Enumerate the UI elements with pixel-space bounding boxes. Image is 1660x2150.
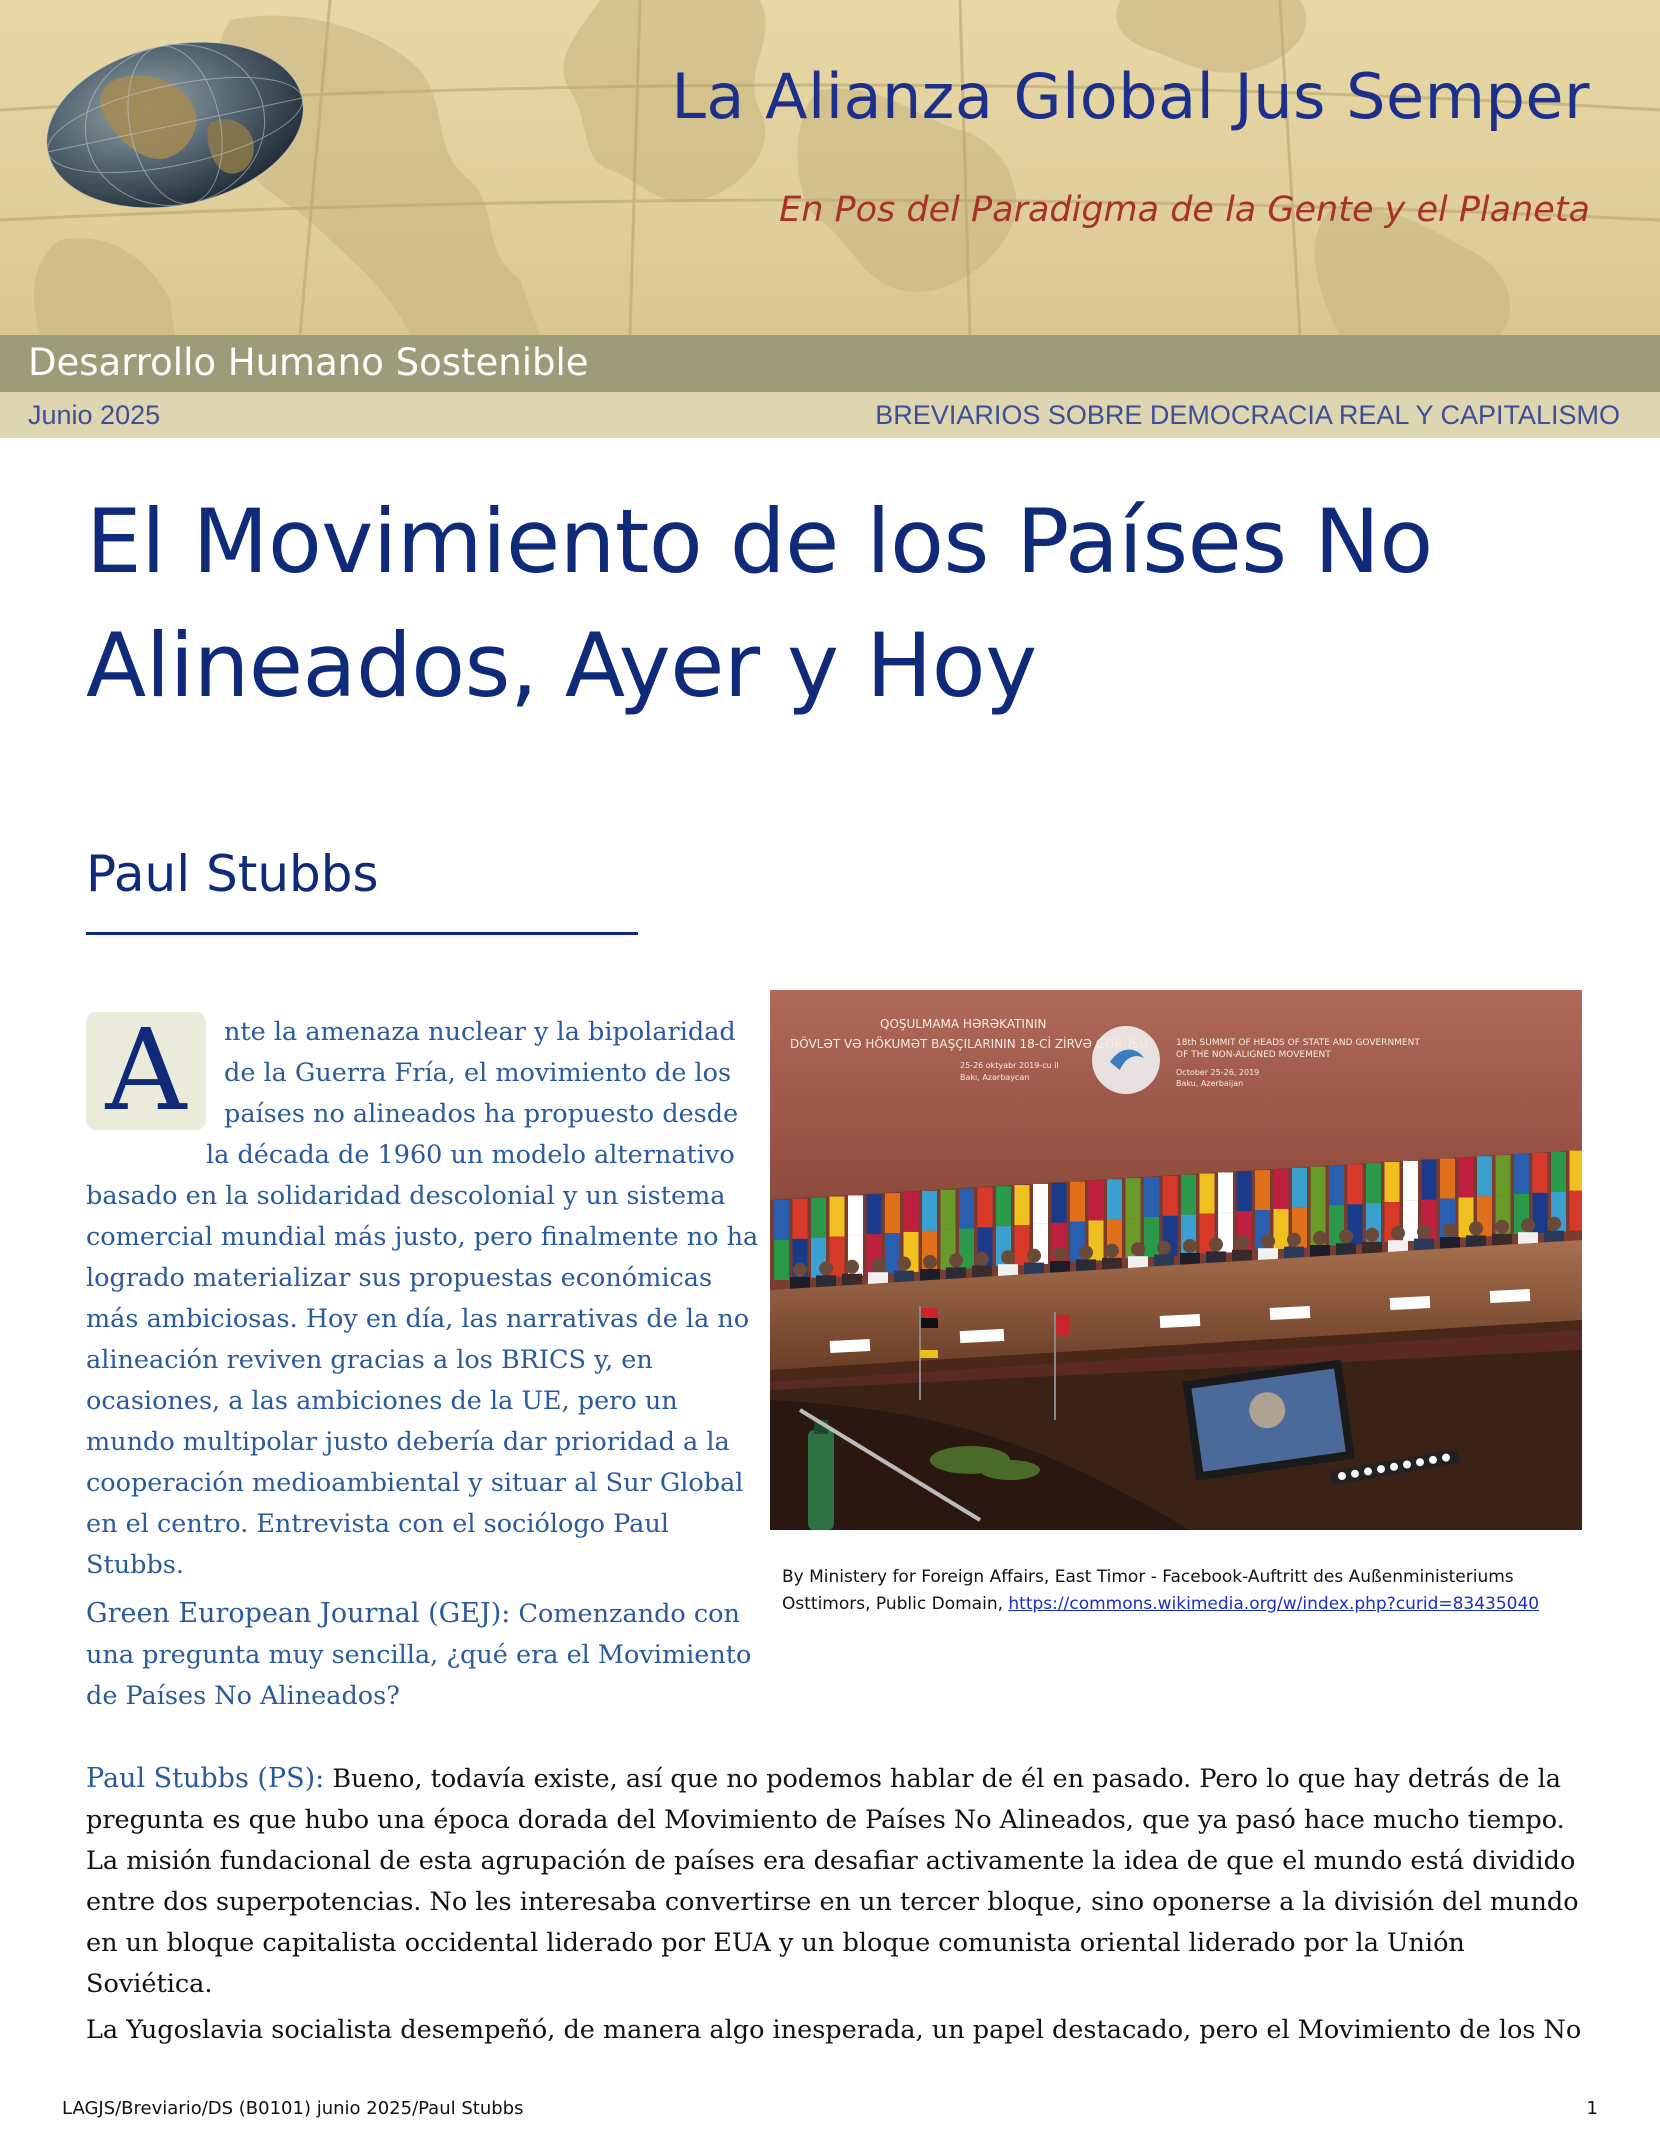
photo-light <box>1338 1472 1346 1480</box>
meta-bar <box>0 392 1660 438</box>
footer-reference: LAGJS/Breviario/DS (B0101) junio 2025/Paul Stubbs <box>62 2098 524 2119</box>
question-text: Comenzando con una pregunta muy sencilla, ¿qué era el Movimiento de Países No Alineados? <box>86 1599 752 1711</box>
banner-left-line2: DÖVLƏT VƏ HÖKUMƏT BAŞÇILARININ 18-Cİ ZİRVƏ GÖRÜŞÜ <box>790 1037 1149 1051</box>
article-author: Paul Stubbs <box>86 845 379 903</box>
photo-light <box>1390 1463 1398 1471</box>
answer-speaker: Paul Stubbs (PS): <box>86 1763 325 1794</box>
banner-right-line3: October 25-26, 2019 <box>1176 1068 1260 1077</box>
photo-flag <box>1570 1151 1583 1231</box>
page-number: 1 <box>1586 2098 1598 2119</box>
banner-left-line4: Bakı, Azərbaycan <box>960 1073 1030 1082</box>
summit-photo-illustration <box>770 990 1582 1530</box>
header-banner <box>0 0 1660 335</box>
series-name: BREVIARIOS SOBRE DEMOCRACIA REAL Y CAPITALISMO <box>875 400 1620 430</box>
article-title: El Movimiento de los Países No Alineados, Ayer y Hoy <box>86 490 1433 717</box>
site-subtitle: En Pos del Paradigma de la Gente y el Planeta <box>779 190 1590 230</box>
banner-left-line3: 25-26 oktyabr 2019-cu il <box>960 1061 1059 1070</box>
section-label: Desarrollo Humano Sostenible <box>28 341 589 384</box>
world-map-graphic <box>0 0 1660 335</box>
banner-left-line1: QOŞULMAMA HƏRƏKATININ <box>880 1017 1047 1031</box>
caption-text: By Ministery for Foreign Affairs, East Timor - Facebook-Auftritt des Außenministeriums Osttimors, Public Domain, <box>782 1567 1514 1614</box>
photo-light <box>1429 1456 1437 1464</box>
answer-text: Bueno, todavía existe, así que no podemos hablar de él en pasado. Pero lo que hay detrás de la pregunta es que hubo una época dorada del Movimiento de Países No Alineados, que ya pasó hace mucho tiempo. La misión fundacional de esta agrupación de países era desafiar activamente la idea de que el mundo está dividido entre dos superpotencias. No les interesaba convertirse en un tercer bloque, sino oponerse a la división del mundo en un bloque capitalista occidental liderado por EUA y un bloque comunista oriental liderado por la Unión Soviética. <box>86 1764 1579 1999</box>
photo-light <box>1351 1470 1359 1478</box>
photo-light <box>1416 1458 1424 1466</box>
site-title: La Alianza Global Jus Semper <box>671 60 1590 133</box>
photo-flag <box>774 1200 789 1280</box>
lead-text: nte la amenaza nuclear y la bipolaridad de la Guerra Fría, el movimiento de los países no alineados ha propuesto desde la década de 1960 un modelo alternativo basado en la solidaridad descolonial y un sistema comercial mundial más justo, pero finalmente no ha logrado materializar sus propuestas económicas más ambiciosas. Hoy en día, las narrativas de la no alineación reviven gracias a los BRICS y, en ocasiones, a las ambiciones de la UE, pero un mundo multipolar justo debería dar prioridad a la cooperación medioambiental y situar al Sur Global en el centro. Entrevista con el sociólogo Paul Stubbs. <box>86 1017 759 1580</box>
issue-date: Junio 2025 <box>28 400 161 430</box>
photo-flag <box>1403 1161 1418 1241</box>
photo-flag <box>1144 1177 1159 1257</box>
caption-link[interactable]: https://commons.wikimedia.org/w/index.php?curid=83435040 <box>1008 1594 1540 1614</box>
photo-light <box>1403 1461 1411 1469</box>
interview-question <box>86 1593 766 1717</box>
question-speaker: Green European Journal (GEJ): <box>86 1598 511 1629</box>
photo-light <box>1377 1465 1385 1473</box>
banner-right-line2: OF THE NON-ALIGNED MOVEMENT <box>1176 1050 1331 1060</box>
photo-flag <box>1533 1153 1548 1233</box>
banner-right-line4: Baku, Azerbaijan <box>1176 1079 1244 1088</box>
continuation-paragraph: La Yugoslavia socialista desempeñó, de manera algo inesperada, un papel destacado, pero el Movimiento de los No <box>86 2015 1582 2045</box>
drop-cap: A <box>86 1012 206 1130</box>
author-divider <box>86 932 638 935</box>
lead-paragraph <box>86 1006 761 1586</box>
photo-caption <box>782 1564 1582 1618</box>
photo-light <box>1364 1467 1372 1475</box>
summit-photo <box>770 990 1582 1530</box>
photo-flag <box>1015 1185 1030 1265</box>
section-bar <box>0 335 1660 392</box>
photo-flag <box>1274 1169 1289 1249</box>
photo-light <box>1442 1454 1450 1462</box>
banner-right-line1: 18th SUMMIT OF HEADS OF STATE AND GOVERNMENT <box>1176 1038 1420 1048</box>
interview-answer <box>86 1758 1586 2005</box>
drop-cap-spacer <box>206 1012 224 1130</box>
